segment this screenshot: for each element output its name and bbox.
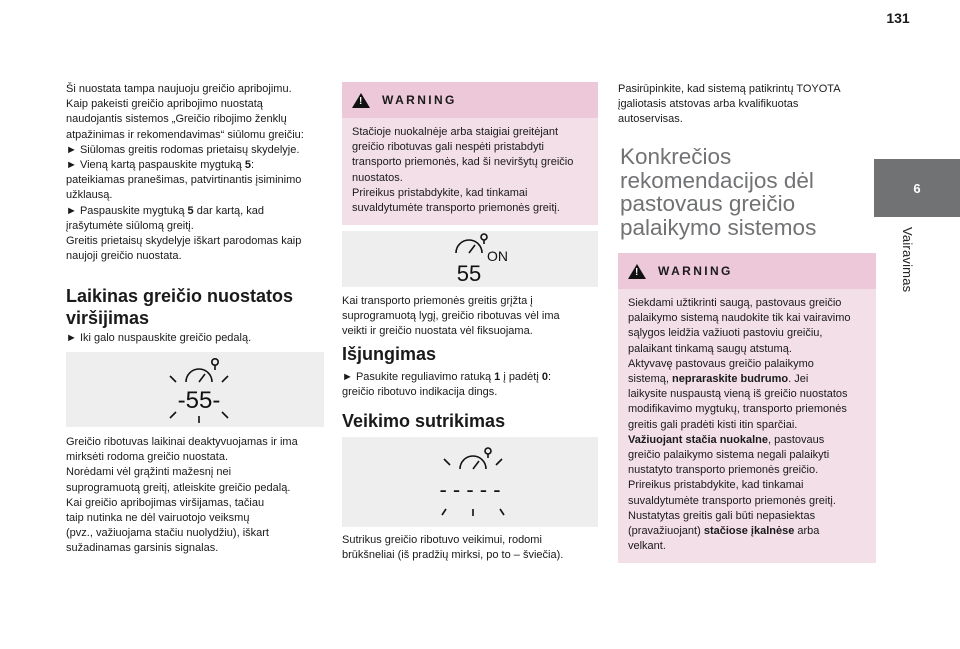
text-line: suvaldytumėte transporto priemonės greitį.	[628, 494, 836, 507]
text-line: greitis gali pradėti kisti itin sparčiai.	[628, 418, 798, 431]
section-heading	[620, 145, 878, 239]
text-line: suvaldytumėte transporto priemonės greitį.	[352, 202, 560, 215]
heading-line: viršijimas	[66, 308, 150, 328]
text-line: mirksėti rodoma greičio nuostata.	[66, 451, 229, 464]
text-line: transporto priemonės, kad ši neviršytų greičio	[352, 156, 574, 169]
text-line: Važiuojant stačia nuokalne, pastovaus	[628, 433, 825, 446]
text-line: naudojantis sistemos „Greičio ribojimo ženklų	[66, 113, 287, 126]
text-line: nustatyto transporto priemonės greičio.	[628, 464, 819, 477]
warning-header	[342, 82, 598, 118]
page-number: 131	[886, 10, 910, 26]
text-line: modifikavimo mygtukų, transporto priemonės	[628, 403, 847, 416]
step-text: ► Iki galo nuspauskite greičio pedalą.	[66, 332, 252, 344]
text-line: Greitis prietaisų skydelyje iškart parodomas kaip	[66, 235, 302, 248]
text-line: užklausą.	[66, 189, 113, 202]
text-line: įrašytumėte siūlomą greitį.	[66, 219, 194, 232]
text-line: velkant.	[628, 540, 666, 553]
text-line: ► Vieną kartą paspauskite mygtuką 5:	[66, 159, 255, 172]
text-line: Pasirūpinkite, kad sistemą patikrintų TOYOTA	[618, 83, 841, 95]
text-line: greičio ribotuvas gali nespėti pristabdyti	[352, 141, 544, 154]
text-line: ► Siūlomas greitis rodomas prietaisų skydelyje.	[66, 143, 300, 156]
after-figure-text	[342, 294, 598, 340]
text-line: Siekdami užtikrinti saugą, pastovaus greičio	[628, 297, 842, 309]
fault-text	[342, 533, 598, 563]
text-line: autoservisas.	[618, 113, 683, 126]
text-line: nuostatos.	[352, 171, 403, 184]
speed-display-figure	[66, 352, 324, 427]
warning-box	[342, 82, 598, 225]
dashes-value: - - - - -	[439, 477, 501, 502]
text-line: palaikymo sistemą naudokite tik kai vairavimo	[628, 312, 851, 325]
text-line: veikti ir greičio nuostata vėl fiksuojama.	[342, 325, 533, 338]
text-line: naujoji greičio nuostata.	[66, 250, 182, 263]
text-line: Prireikus pristabdykite, kad tinkamai	[628, 479, 804, 492]
after-figure-text	[66, 435, 324, 557]
text-line: ► Paspauskite mygtuką 5 dar kartą, kad	[66, 204, 264, 217]
text-line: Aktyvavę pastovaus greičio palaikymo	[628, 357, 814, 370]
fault-figure	[342, 437, 598, 527]
warning-body	[618, 289, 876, 563]
warning-triangle-icon: !	[628, 264, 646, 279]
text-line: taip nutinka ne dėl vairuotojo veiksmų	[66, 512, 250, 525]
heading-line: rekomendacijos dėl	[620, 167, 814, 193]
on-label: ON	[487, 248, 508, 264]
text-line: brūkšneliai (iš pradžių mirksi, po to – šviečia).	[342, 549, 564, 562]
heading-line: pastovaus greičio	[620, 191, 796, 216]
speedometer-fault-icon	[342, 437, 598, 527]
text-line: Norėdami vėl grąžinti mažesnį nei	[66, 466, 232, 479]
text-line: Kai transporto priemonės greitis grįžta į	[342, 295, 533, 307]
text-line: sužadinamas garsinis signalas.	[66, 542, 219, 555]
text-line: greičio palaikymo sistema negali palaikyti	[628, 449, 830, 462]
text-line: Nustatytas greitis gali būti nepasiektas	[628, 509, 816, 522]
speedometer-flashing-icon	[66, 352, 324, 427]
speedometer-on-icon	[342, 231, 598, 287]
heading-line: Laikinas greičio nuostatos	[66, 286, 294, 306]
text-line: pateikiamas pranešimas, patvirtinantis įsiminimo	[66, 174, 302, 187]
speed-value: -55-	[177, 387, 221, 414]
text-line: suprogramuotą greitį, atleiskite greičio pedalą.	[66, 481, 291, 494]
warning-header	[618, 253, 876, 289]
text-line: sąlygos leidžia važiuoti pastoviu greičiu,	[628, 327, 823, 340]
text-line: greičio ribotuvo indikacija dings.	[342, 386, 498, 399]
text-line: (pvz., važiuojama stačiu nuolydžiu), iškart	[66, 527, 269, 540]
heading-line: Konkrečios	[620, 144, 732, 169]
text-line: Prireikus pristabdykite, kad tinkamai	[352, 186, 528, 199]
warning-triangle-icon: !	[352, 93, 370, 108]
text-line: Kai greičio apribojimas viršijamas, tačiau	[66, 496, 265, 509]
speed-value: 55	[456, 261, 482, 286]
text-line: Ši nuostata tampa naujuoju greičio apribojimu.	[66, 83, 292, 95]
off-text	[342, 370, 598, 400]
warning-title: WARNING	[658, 264, 733, 278]
heading-fault: Veikimo sutrikimas	[342, 411, 506, 431]
text-line: įgaliotasis atstovas arba kvalifikuotas	[618, 98, 799, 111]
text-line: sistemą, nepraraskite budrumo. Jei	[628, 373, 809, 386]
text-line: Kaip pakeisti greičio apribojimo nuostatą	[66, 98, 263, 111]
heading-off: Išjungimas	[342, 344, 437, 364]
speed-on-figure	[342, 231, 598, 287]
text-line: ► Pasukite reguliavimo ratuką 1 į padėtį 0:	[342, 371, 552, 383]
text-line: (pravažiuojant) stačiose įkalnėse arba	[628, 525, 820, 538]
text-line: atpažinimas ir rekomendavimas“ siūlomu greičiu:	[66, 128, 304, 141]
text-line: suprogramuotą lygį, greičio ribotuvas vėl ima	[342, 310, 560, 323]
text-line: laikysite nuspaustą vieną iš greičio nuostatos	[628, 388, 848, 401]
intro-text	[618, 82, 876, 128]
text-line: Greičio ribotuvas laikinai deaktyvuojamas ir ima	[66, 436, 298, 448]
chapter-tab[interactable]: 6	[874, 159, 960, 217]
section-heading-override	[66, 285, 324, 329]
heading-line: palaikymo sistemos	[620, 214, 817, 240]
warning-title: WARNING	[382, 93, 457, 107]
warning-box	[618, 253, 876, 563]
text-line: palaikant tinkamą saugų atstumą.	[628, 342, 792, 355]
text-line: Sutrikus greičio ribotuvo veikimui, rodomi	[342, 534, 542, 546]
intro-text	[66, 82, 324, 264]
text-line: Stačioje nuokalnėje arba staigiai greitėjant	[352, 126, 559, 138]
chapter-label: Vairavimas	[900, 227, 915, 293]
warning-body	[342, 118, 598, 225]
